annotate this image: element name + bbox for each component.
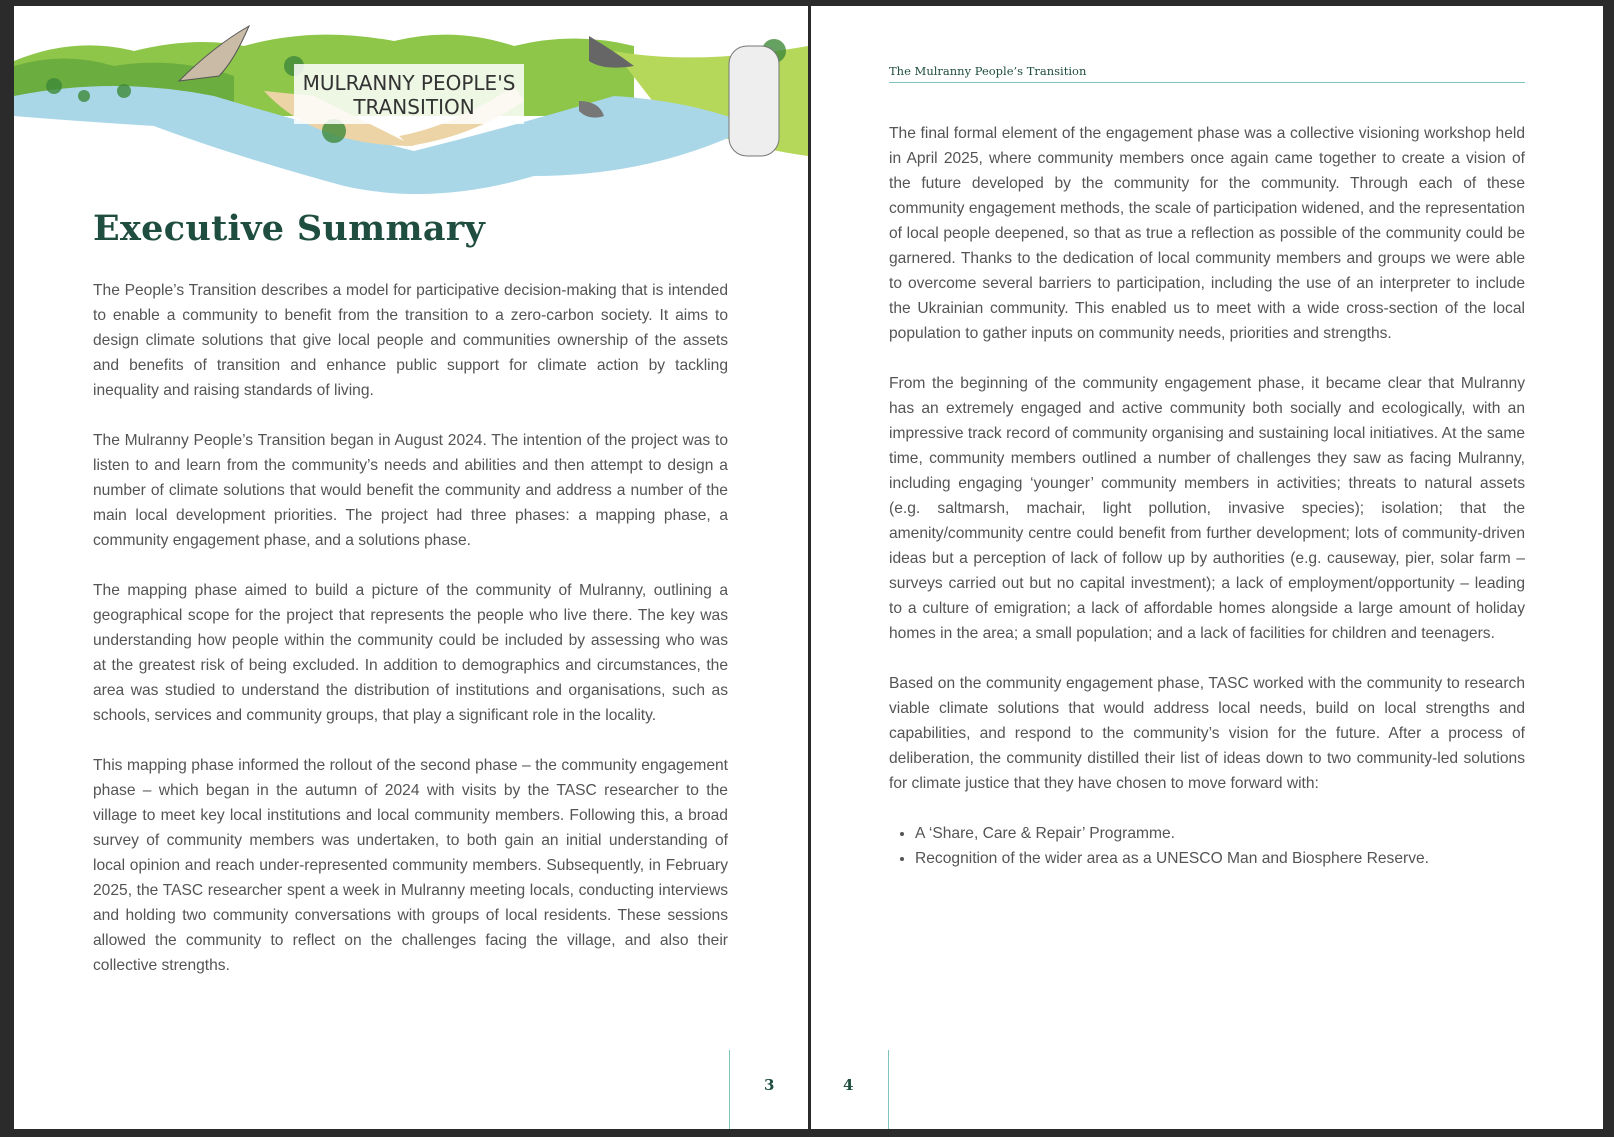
page-number-rule (729, 1050, 730, 1129)
running-header: The Mulranny People’s Transition (889, 64, 1525, 83)
body-text (93, 278, 728, 1003)
list-item: • Recognition of the wider area as a UNESCO Man and Biosphere Reserve. (915, 846, 1525, 871)
logo-text: MULRANNY PEOPLE'S (302, 71, 516, 95)
svg-text:TRANSITION: TRANSITION (353, 95, 475, 119)
page-4 (811, 6, 1603, 1129)
body-text (889, 121, 1525, 871)
solutions-list (889, 821, 1525, 871)
page-3 (14, 6, 808, 1129)
paragraph: From the beginning of the community engagement phase, it became clear that Mulranny has an extremely engaged and active community both socially and ecologically, with an impressive track record of community organising and sustaining local initiatives. At the same time, community members outlined a number of challenges they saw as facing Mulranny, including engaging ‘younger’ community members in activities; threats to natural assets (e.g. saltmarsh, machair, light pollution, invasive species); isolation; that the amenity/community centre could benefit from further development; lots of community-driven ideas but a perception of lack of follow up by authorities (e.g. causeway, pier, solar farm – surveys carried out but no capital investment); a lack of employment/opportunity – leading to a culture of emigration; a lack of affordable homes alongside a large amount of holiday homes in the area; a small population; and a lack of facilities for children and teenagers. (889, 375, 1525, 642)
page-number: 3 (764, 1076, 775, 1094)
mulranny-banner-illustration (14, 6, 808, 206)
page-number: 4 (843, 1076, 854, 1094)
paragraph: Based on the community engagement phase, TASC worked with the community to research viable climate solutions that would address local needs, build on local strengths and capabilities, and respond to the community’s vision for the future. After a process of deliberation, the community distilled their list of ideas down to two community-led solutions for climate justice that they have chosen to move forward with: (889, 675, 1525, 792)
list-item: • A ‘Share, Care & Repair’ Programme. (915, 821, 1525, 846)
page-number-rule (888, 1050, 889, 1129)
paragraph: The Mulranny People’s Transition began in August 2024. The intention of the project was to listen to and learn from the community’s needs and abilities and then attempt to design a number of climate solutions that would benefit the community and address a number of the main local development priorities. The project had three phases: a mapping phase, a community engagement phase, and a solutions phase. (93, 432, 728, 549)
paragraph: This mapping phase informed the rollout of the second phase – the community engagement phase – which began in the autumn of 2024 with visits by the TASC researcher to the village to meet key local institutions and local community members. Following this, a broad survey of community members was undertaken, to both gain an initial understanding of local opinion and reach under-represented community members. Subsequently, in February 2025, the TASC researcher spent a week in Mulranny meeting locals, conducting interviews and holding two community conversations with groups of local residents. These sessions allowed the community to reflect on the challenges facing the village, and also their collective strengths. (93, 757, 728, 974)
page-title: Executive Summary (93, 208, 486, 249)
paragraph: The People’s Transition describes a model for participative decision-making that is intended to enable a community to benefit from the transition to a zero-carbon society. It aims to design climate solutions that give local people and communities ownership of the assets and benefits of transition and enhance public support for climate action by tackling inequality and raising standards of living. (93, 282, 728, 399)
paragraph: The mapping phase aimed to build a picture of the community of Mulranny, outlining a geographical scope for the project that represents the people who live there. The key was understanding how people within the community could be included by assessing who was at the greatest risk of being excluded. In addition to demographics and circumstances, the area was studied to understand the distribution of institutions and organisations, such as schools, services and community groups, that play a significant role in the locality. (93, 582, 728, 724)
paragraph: The final formal element of the engagement phase was a collective visioning workshop held in April 2025, where community members once again came together to create a vision of the future developed by the community for the community. Through each of these community engagement methods, the scale of participation widened, and the representation of local people deepened, so that as true a reflection as possible of the community could be garnered. Thanks to the dedication of local community members and groups we were able to overcome several barriers to participation, including the use of an interpreter to include the Ukrainian community. This enabled us to meet with a wide cross-section of the local population to gather inputs on community needs, priorities and strengths. (889, 125, 1525, 342)
